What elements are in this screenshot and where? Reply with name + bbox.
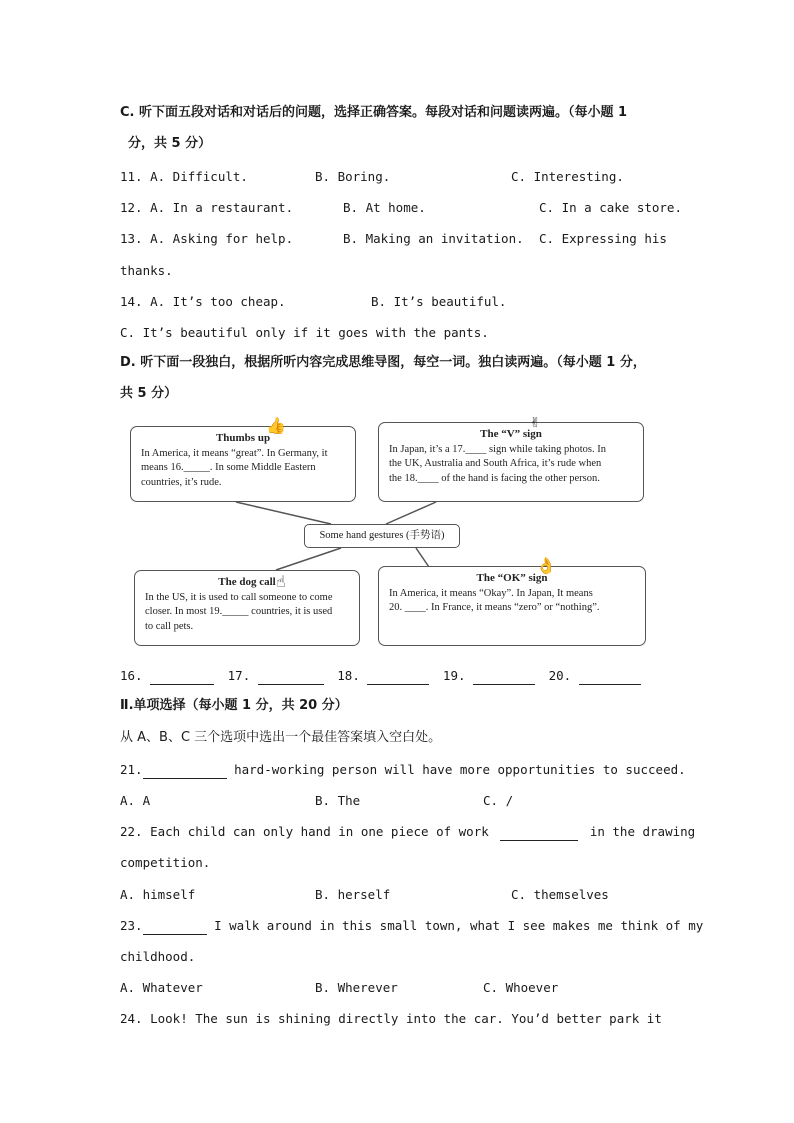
q22-stem	[120, 823, 695, 841]
q23-number: 23.	[120, 918, 143, 933]
dog-call-title: The dog call	[218, 576, 276, 588]
ok-sign-line-2: 20. ____. In France, it means “zero” or “nothing”.	[389, 602, 600, 613]
q22-option-a: A. himself	[120, 887, 196, 902]
q23-stem	[120, 917, 703, 935]
blank-17-line[interactable]	[258, 671, 324, 685]
q23-option-a: A. Whatever	[120, 980, 203, 995]
q11-option-c: C. Interesting.	[511, 169, 624, 184]
q22-stem-cont: competition.	[120, 855, 211, 870]
q14-option-b: B. It’s beautiful.	[371, 294, 507, 309]
ok-sign-line-1: In America, it means “Okay”. In Japan, It means	[389, 587, 593, 599]
q14-option-a: 14. A. It’s too cheap.	[120, 294, 286, 309]
blank-20-label: 20.	[548, 668, 572, 683]
q21-stem	[120, 761, 686, 779]
q12-option-b: B. At home.	[343, 200, 426, 215]
q24-stem: 24. Look! The sun is shining directly into the car. You’d better park it	[120, 1011, 662, 1026]
thumbs-up-line-1: In America, it means “great”. In Germany, it	[141, 447, 328, 459]
q21-option-c: C. /	[483, 793, 514, 808]
q22-option-b: B. herself	[315, 887, 391, 902]
q11-option-a: 11. A. Difficult.	[120, 169, 248, 184]
thumbs-up-line-3: countries, it’s rude.	[141, 476, 222, 488]
mind-map	[126, 412, 650, 650]
section-d-heading-cont: 共 5 分）	[120, 386, 178, 401]
q22-option-c: C. themselves	[511, 887, 609, 902]
q14-option-c: C. It’s beautiful only if it goes with the pants.	[120, 325, 489, 340]
v-sign-box	[378, 422, 644, 502]
blank-18-label: 18.	[337, 668, 360, 683]
v-sign-icon: ✌	[530, 412, 540, 431]
q21-blank[interactable]	[143, 765, 227, 779]
thumbs-up-icon: 👍	[266, 416, 286, 435]
q13-option-c: C. Expressing his	[539, 231, 667, 246]
section-ii-heading: Ⅱ.单项选择（每小题 1 分，共 20 分）	[120, 698, 348, 713]
ok-sign-title: The “OK” sign	[476, 572, 548, 584]
q23-blank[interactable]	[143, 921, 207, 935]
answer-blanks-row	[120, 667, 641, 685]
dog-call-box	[134, 570, 360, 646]
q22-text-1b: in the drawing	[589, 824, 696, 839]
thumbs-up-box	[130, 426, 356, 502]
dog-call-line-1: In the US, it is used to call someone to come	[145, 591, 333, 603]
q22-blank[interactable]	[500, 827, 578, 841]
q12-option-c: C. In a cake store.	[539, 200, 682, 215]
q13-option-b: B. Making an invitation.	[343, 231, 524, 246]
blank-16-line[interactable]	[150, 671, 214, 685]
q23-option-b: B. Wherever	[315, 980, 398, 995]
thumbs-up-title: Thumbs up	[215, 432, 271, 444]
section-d-heading: D. 听下面一段独白，根据所听内容完成思维导图，每空一词。独白读两遍。（每小题 1 分，	[120, 355, 646, 370]
q21-number: 21.	[120, 762, 143, 777]
blank-18-line[interactable]	[367, 671, 429, 685]
blank-19-label: 19.	[442, 668, 466, 683]
q12-option-a: 12. A. In a restaurant.	[120, 200, 294, 215]
v-sign-line-1: In Japan, it’s a 17.____ sign while taking photos. In	[389, 443, 606, 455]
q21-text: hard-working person will have more opportunities to succeed.	[226, 762, 686, 777]
q11-option-b: B. Boring.	[315, 169, 391, 184]
dog-call-line-3: to call pets.	[145, 620, 194, 632]
q23-stem-cont: childhood.	[120, 949, 196, 964]
section-c-heading-cont: 分，共 5 分）	[128, 136, 212, 151]
v-sign-line-3: the 18.____ of the hand is facing the other person.	[389, 472, 600, 484]
v-sign-title: The “V” sign	[480, 428, 542, 440]
thumbs-up-line-2: means 16._____. In some Middle Eastern	[141, 462, 316, 473]
ok-sign-icon: 👌	[536, 556, 556, 575]
section-c-heading: C. 听下面五段对话和对话后的问题，选择正确答案。每段对话和问题读两遍。（每小题 1	[120, 105, 628, 120]
q23-text: I walk around in this small town, what I see makes me think of my	[206, 918, 704, 933]
q22-text-1: 22. Each child can only hand in one piece of work	[120, 824, 489, 839]
q23-option-c: C. Whoever	[483, 980, 559, 995]
q13-option-c-cont: thanks.	[120, 263, 173, 278]
dog-call-icon: ☝	[276, 572, 286, 591]
blank-20-line[interactable]	[579, 671, 641, 685]
v-sign-line-2: the UK, Australia and South Africa, it’s rude when	[389, 458, 602, 469]
dog-call-line-2: closer. In most 19._____ countries, it is used	[145, 606, 333, 617]
blank-16-label: 16.	[120, 668, 143, 683]
blank-19-line[interactable]	[473, 671, 535, 685]
q13-option-a: 13. A. Asking for help.	[120, 231, 294, 246]
q21-option-a: A. A	[120, 793, 151, 808]
section-ii-instruction: 从 A、B、C 三个选项中选出一个最佳答案填入空白处。	[120, 730, 442, 745]
ok-sign-box	[378, 566, 646, 646]
q21-option-b: B. The	[315, 793, 361, 808]
center-node: Some hand gestures (手势语)	[304, 524, 460, 548]
blank-17-label: 17.	[227, 668, 251, 683]
